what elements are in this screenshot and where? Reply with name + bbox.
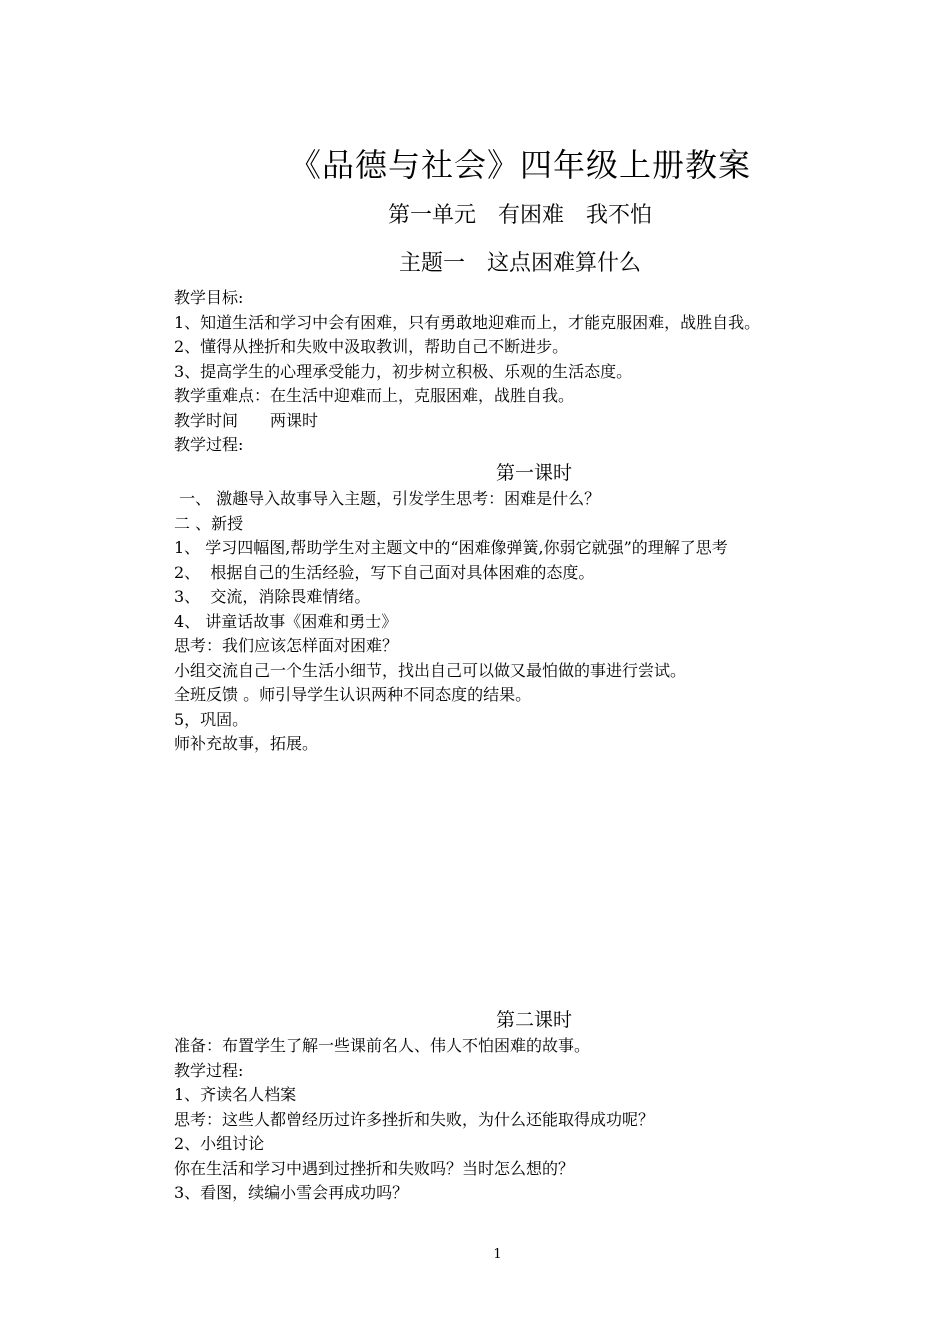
text-line: 1、 学习四幅图,帮助学生对主题文中的“困难像弹簧,你弱它就强”的理解了思考 <box>174 538 728 557</box>
text-line: 2、小组讨论 <box>174 1134 265 1153</box>
text-line: 思考：我们应该怎样面对困难？ <box>174 636 399 655</box>
unit-heading: 第一单元 有困难 我不怕 <box>387 203 652 228</box>
text-line: 小组交流自己一个生活小细节，找出自己可以做又最怕做的事进行尝试。 <box>174 660 687 680</box>
teaching-goals-section <box>174 286 894 458</box>
lesson-one-section <box>174 459 894 757</box>
text-line: 3、看图，续编小雪会再成功吗？ <box>174 1183 409 1202</box>
text-line: 教学重难点：在生活中迎难而上，克服困难，战胜自我。 <box>174 386 575 405</box>
text-line: 思考：这些人都曾经历过许多挫折和失败，为什么还能取得成功呢？ <box>174 1109 655 1129</box>
text-line: 教学目标: <box>174 288 244 307</box>
text-line: 3、提高学生的心理承受能力，初步树立积极、乐观的生活态度。 <box>174 361 633 381</box>
text-line: 2、 根据自己的生活经验，写下自己面对具体困难的态度。 <box>174 562 595 582</box>
lesson-one-title: 第一课时 <box>495 462 572 484</box>
text-line: 全班反馈 。师引导学生认识两种不同态度的结果。 <box>174 685 532 704</box>
text-line: 教学过程: <box>174 1060 244 1080</box>
theme-heading: 主题一 这点困难算什么 <box>398 251 641 276</box>
document-title: 《品德与社会》四年级上册教案 <box>288 146 751 184</box>
text-line: 5，巩固。 <box>174 709 249 729</box>
text-line: 教学过程: <box>174 435 244 454</box>
text-line: 师补充故事，拓展。 <box>174 734 319 753</box>
page-number: 1 <box>493 1247 502 1262</box>
text-line: 4、 讲童话故事《困难和勇士》 <box>174 611 398 631</box>
lesson-two-title: 第二课时 <box>495 1009 572 1031</box>
text-line: 一、 激趣导入故事导入主题，引发学生思考：困难是什么？ <box>174 489 601 508</box>
lesson-two-section <box>174 1006 894 1206</box>
text-line: 2、懂得从挫折和失败中汲取教训，帮助自己不断进步。 <box>174 337 569 356</box>
text-line: 1、齐读名人档案 <box>174 1085 297 1104</box>
text-line: 你在生活和学习中遇到过挫折和失败吗？当时怎么想的？ <box>174 1158 575 1178</box>
text-line: 教学时间 两课时 <box>174 410 319 430</box>
text-line: 二 、新授 <box>174 513 244 533</box>
text-line: 1、知道生活和学习中会有困难，只有勇敢地迎难而上，才能克服困难，战胜自我。 <box>174 312 761 332</box>
text-line: 3、 交流，消除畏难情绪。 <box>174 587 371 606</box>
text-line: 准备：布置学生了解一些课前名人、伟人不怕困难的故事。 <box>174 1036 591 1055</box>
